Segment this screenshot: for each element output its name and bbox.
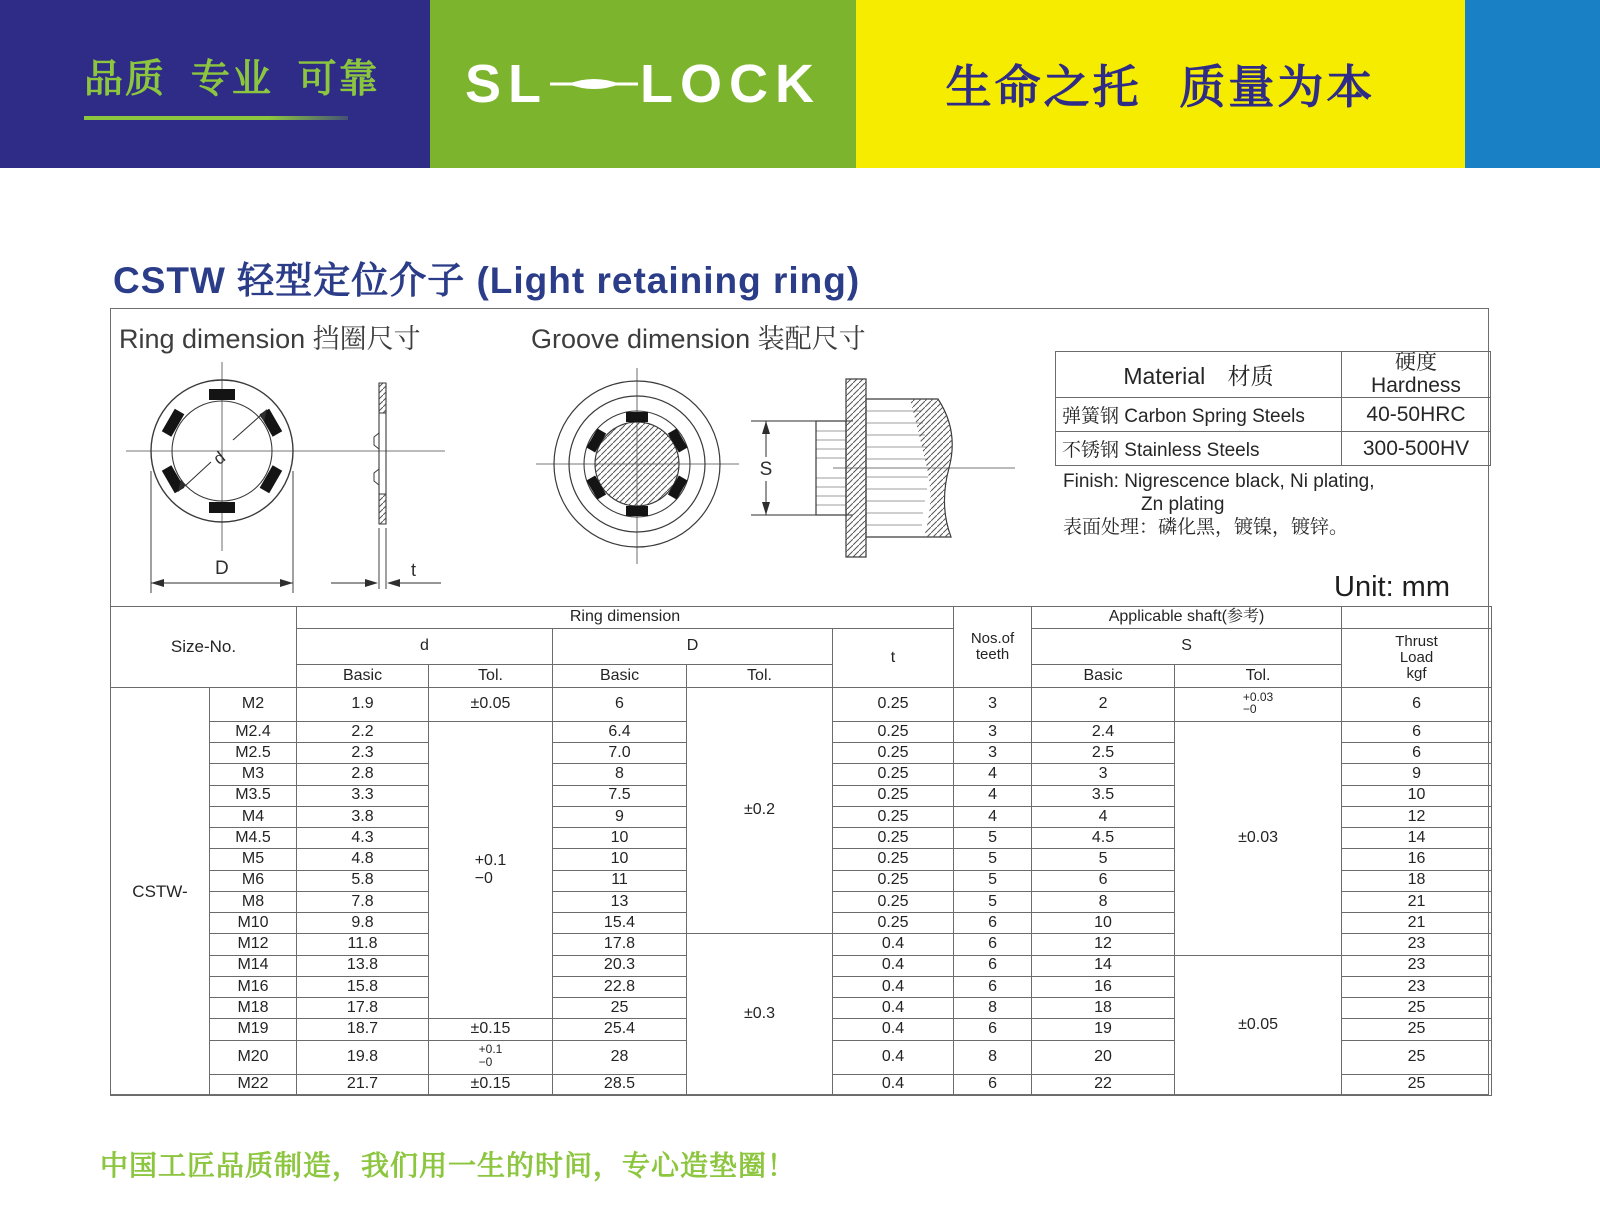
S-header: S [1032,629,1342,665]
teeth-cell: 3 [954,688,1032,722]
s-cell: 22 [1032,1074,1175,1095]
d-cell: 13.8 [297,955,429,976]
size-cell: M16 [210,976,297,997]
s-cell: 20 [1032,1040,1175,1074]
D-cell: 10 [553,828,687,849]
teeth-cell: 3 [954,721,1032,742]
header-navy-block [0,0,430,168]
hardness-value: 40-50HRC [1342,398,1491,432]
material-row [1056,432,1491,466]
D-cell: 10 [553,849,687,870]
t-cell: 0.25 [833,828,954,849]
finish-line-3: 表面处理：磷化黑，镀镍，镀锌。 [1063,517,1349,539]
groove-dimension-label: Groove dimension 装配尺寸 [531,324,866,354]
teeth-header-line1: Nos.of [970,630,1015,648]
size-cell: M18 [210,998,297,1019]
logo-text-sl: SL [465,54,549,114]
d-cell: 1.9 [297,688,429,722]
footer-slogan: 中国工匠品质制造，我们用一生的时间，专心造垫圈！ [100,1150,797,1181]
ring-dimension-label: Ring dimension 挡圈尺寸 [119,324,421,354]
logo-text-lock: LOCK [640,54,821,114]
teeth-cell: 6 [954,976,1032,997]
thrust-header [1342,629,1492,688]
D-cell: 25.4 [553,1019,687,1040]
header-slogan-right: 生命之托 质量为本 [945,61,1376,113]
thrust-cell: 21 [1342,891,1492,912]
applicable-shaft-header: Applicable shaft(参考) [1032,607,1342,629]
hardness-header-cn: 硬度 [1395,351,1437,375]
size-cell: M4.5 [210,828,297,849]
teeth-cell: 5 [954,891,1032,912]
d-tol-cell: ±0.15 [429,1019,553,1040]
svg-text:D: D [215,558,229,579]
t-cell: 0.25 [833,870,954,891]
table-row [111,688,1492,722]
t-cell: 0.4 [833,1019,954,1040]
d-tol-cell: ±0.15 [429,1074,553,1095]
header-band [0,0,1600,168]
teeth-cell: 6 [954,934,1032,955]
material-header: Material 材质 [1056,352,1342,398]
thrust-header-line3: kgf [1406,664,1427,682]
D-cell: 6 [553,688,687,722]
svg-text:t: t [411,560,417,580]
thrust-cell: 12 [1342,806,1492,827]
D-cell: 22.8 [553,976,687,997]
d-cell: 4.8 [297,849,429,870]
t-cell: 0.4 [833,976,954,997]
d-cell: 15.8 [297,976,429,997]
s-cell: 3 [1032,764,1175,785]
d-tol-cell [429,721,553,1019]
size-cell: M2.5 [210,743,297,764]
t-cell: 0.25 [833,743,954,764]
teeth-header-line2: teeth [975,646,1010,663]
D-cell: 28.5 [553,1074,687,1095]
size-prefix-cell: CSTW- [111,688,210,1096]
size-cell: M3.5 [210,785,297,806]
thrust-header-line1: Thrust [1395,633,1438,651]
s-cell: 8 [1032,891,1175,912]
teeth-cell: 6 [954,1074,1032,1095]
s-cell: 3.5 [1032,785,1175,806]
company-logo [465,53,821,115]
thrust-cell: 23 [1342,934,1492,955]
d-cell: 21.7 [297,1074,429,1095]
unit-note: Unit: mm [1334,571,1450,603]
d-cell: 7.8 [297,891,429,912]
thrust-cell: 9 [1342,764,1492,785]
t-cell: 0.25 [833,688,954,722]
size-cell: M14 [210,955,297,976]
material-name: 不锈钢 Stainless Steels [1056,432,1342,466]
D-tol-cell: ±0.3 [687,934,833,1096]
s-cell: 4 [1032,806,1175,827]
D-cell: 7.5 [553,785,687,806]
teeth-cell: 8 [954,1040,1032,1074]
page-title: CSTW 轻型定位介子 (Light retaining ring) [113,260,861,301]
t-cell: 0.25 [833,764,954,785]
slogan-underline [84,116,348,120]
D-cell: 7.0 [553,743,687,764]
D-cell: 15.4 [553,913,687,934]
teeth-cell: 3 [954,743,1032,764]
size-cell: M19 [210,1019,297,1040]
thrust-cell: 25 [1342,1074,1492,1095]
size-no-header: Size-No. [111,607,297,688]
s-cell: 2 [1032,688,1175,722]
teeth-cell: 8 [954,998,1032,1019]
D-basic-header: Basic [553,665,687,688]
D-cell: 9 [553,806,687,827]
s-cell: 10 [1032,913,1175,934]
d-cell: 18.7 [297,1019,429,1040]
size-cell: M5 [210,849,297,870]
thrust-cell: 14 [1342,828,1492,849]
s-tol-cell: ±0.03 [1175,721,1342,955]
header-logo-block [430,0,856,168]
d-tol-cell: ±0.05 [429,688,553,722]
t-cell: 0.4 [833,934,954,955]
size-cell: M20 [210,1040,297,1074]
s-cell: 5 [1032,849,1175,870]
groove-drawing [523,341,1023,609]
d-cell: 3.3 [297,785,429,806]
s-cell: 12 [1032,934,1175,955]
header-yellow-block [856,0,1465,168]
thrust-cell: 23 [1342,976,1492,997]
ring-drawing [119,341,449,609]
d-cell: 5.8 [297,870,429,891]
finish-line-1: Finish: Nigrescence black, Ni plating, [1063,471,1375,492]
thrust-cell: 25 [1342,1040,1492,1074]
t-cell: 0.25 [833,849,954,870]
hardness-value: 300-500HV [1342,432,1491,466]
hardness-header [1342,352,1491,398]
teeth-cell: 4 [954,806,1032,827]
thrust-cell: 25 [1342,998,1492,1019]
teeth-cell: 4 [954,764,1032,785]
teeth-cell: 5 [954,849,1032,870]
t-header: t [833,629,954,688]
D-tol-cell: ±0.2 [687,688,833,934]
d-tol-cell [429,1040,553,1074]
s-tol-cell: ±0.05 [1175,955,1342,1095]
S-tol-header: Tol. [1175,665,1342,688]
d-basic-header: Basic [297,665,429,688]
D-cell: 20.3 [553,955,687,976]
thrust-cell: 21 [1342,913,1492,934]
s-cell: 14 [1032,955,1175,976]
svg-text:d: d [209,447,229,469]
logo-lens-icon [550,71,638,97]
t-cell: 0.25 [833,785,954,806]
thrust-cell: 18 [1342,870,1492,891]
thrust-cell: 10 [1342,785,1492,806]
d-cell: 2.2 [297,721,429,742]
t-cell: 0.25 [833,806,954,827]
d-tol-minus: −0 [478,1055,493,1069]
header-blue-block [1465,0,1600,168]
D-cell: 25 [553,998,687,1019]
size-cell: M8 [210,891,297,912]
d-cell: 19.8 [297,1040,429,1074]
s-tol-cell [1175,688,1342,722]
content-box [110,308,1489,1095]
spec-table [110,606,1492,1096]
size-cell: M2 [210,688,297,722]
material-table [1055,351,1490,540]
size-cell: M12 [210,934,297,955]
t-cell: 0.25 [833,891,954,912]
size-cell: M6 [210,870,297,891]
finish-line-2: Zn plating [1141,494,1225,516]
header-slogan-left: 品质 专业 可靠 [84,58,380,101]
S-basic-header: Basic [1032,665,1175,688]
material-name: 弹簧钢 Carbon Spring Steels [1056,398,1342,432]
t-cell: 0.25 [833,721,954,742]
D-cell: 13 [553,891,687,912]
t-cell: 0.4 [833,1040,954,1074]
finish-note [1055,466,1490,540]
d-cell: 11.8 [297,934,429,955]
d-cell: 2.8 [297,764,429,785]
teeth-cell: 4 [954,785,1032,806]
ring-dimension-header: Ring dimension [297,607,954,629]
d-cell: 17.8 [297,998,429,1019]
d-cell: 4.3 [297,828,429,849]
t-cell: 0.4 [833,1074,954,1095]
s-cell: 18 [1032,998,1175,1019]
t-cell: 0.4 [833,955,954,976]
s-cell: 2.5 [1032,743,1175,764]
thrust-cell: 23 [1342,955,1492,976]
D-cell: 17.8 [553,934,687,955]
size-cell: M22 [210,1074,297,1095]
D-tol-header: Tol. [687,665,833,688]
thrust-spacer-cell [1342,607,1492,629]
teeth-cell: 6 [954,955,1032,976]
teeth-cell: 6 [954,1019,1032,1040]
s-tol-minus: −0 [1242,702,1257,717]
d-tol-plus: +0.1 [478,1042,503,1057]
size-cell: M2.4 [210,721,297,742]
size-cell: M10 [210,913,297,934]
thrust-header-line2: Load [1399,649,1434,667]
D-cell: 8 [553,764,687,785]
size-cell: M3 [210,764,297,785]
D-cell: 6.4 [553,721,687,742]
d-header: d [297,629,553,665]
size-cell: M4 [210,806,297,827]
t-cell: 0.4 [833,998,954,1019]
d-tol-plus: +0.1 [474,851,507,869]
d-tol-header: Tol. [429,665,553,688]
D-header: D [553,629,833,665]
s-tol-plus: +0.03 [1242,689,1274,704]
D-cell: 11 [553,870,687,891]
d-tol-minus: −0 [474,870,493,888]
thrust-cell: 25 [1342,1019,1492,1040]
teeth-cell: 5 [954,828,1032,849]
D-cell: 28 [553,1040,687,1074]
svg-text:S: S [759,459,773,480]
thrust-cell: 16 [1342,849,1492,870]
teeth-cell: 5 [954,870,1032,891]
s-cell: 4.5 [1032,828,1175,849]
thrust-cell: 6 [1342,743,1492,764]
thrust-cell: 6 [1342,688,1492,722]
d-cell: 3.8 [297,806,429,827]
s-cell: 2.4 [1032,721,1175,742]
s-cell: 6 [1032,870,1175,891]
d-cell: 2.3 [297,743,429,764]
d-cell: 9.8 [297,913,429,934]
t-cell: 0.25 [833,913,954,934]
hardness-header-en: Hardness [1371,373,1461,397]
material-row [1056,398,1491,432]
teeth-header [954,607,1032,688]
thrust-cell: 6 [1342,721,1492,742]
teeth-cell: 6 [954,913,1032,934]
s-cell: 19 [1032,1019,1175,1040]
s-cell: 16 [1032,976,1175,997]
